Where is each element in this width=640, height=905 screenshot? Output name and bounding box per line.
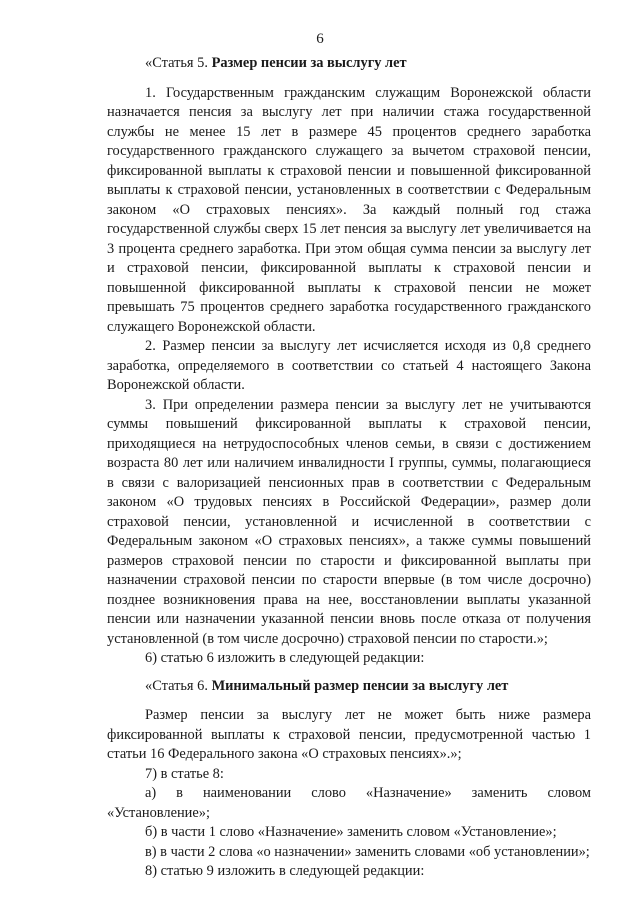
article-5-title: Размер пенсии за выслугу лет xyxy=(211,55,407,71)
article-6-title: Минимальный размер пенсии за выслугу лет xyxy=(211,677,509,694)
article-5-paragraph-2: 2. Размер пенсии за выслугу лет исчисляется исходя из 0,8 среднего заработка, определяемого в соответствии со статьей 4 настоящего Закона Воронежской области. xyxy=(107,338,591,393)
amendment-item-8: 8) статью 9 изложить в следующей редакции: xyxy=(145,863,425,879)
article-6-prefix: «Статья 6. xyxy=(145,677,208,694)
article-6-heading xyxy=(107,677,591,697)
article-5-prefix: «Статья 5. xyxy=(145,55,208,71)
amendment-item-7a: а) в наименовании слово «Назначение» заменить словом «Установление»; xyxy=(107,785,591,821)
amendment-item-6: 6) статью 6 изложить в следующей редакции: xyxy=(145,650,425,666)
document-body xyxy=(107,54,591,882)
amendment-item-7c: в) в части 2 слова «о назначении» заменить словами «об установлении»; xyxy=(145,843,590,860)
amendment-item-7b: б) в части 1 слово «Назначение» заменить словом «Установление»; xyxy=(145,824,557,840)
article-5-heading xyxy=(107,54,591,74)
article-5-paragraph-1: 1. Государственным гражданским служащим Воронежской области назначается пенсия за выслугу лет при наличии стажа государственной службы не менее 15 лет в размере 45 процентов среднего заработка государственного гражданского служащего за вычетом страховой пенсии, фиксированной выплаты к страховой пенсии и повышенной фиксированной выплаты к страховой пенсии, установленных в соответствии с Федеральным законом «О страховых пенсиях». За каждый полный год стажа государственной службы сверх 15 лет пенсия за выслугу лет увеличивается на 3 процента среднего заработка. При этом общая сумма пенсии за выслугу лет и страховой пенсии, фиксированной выплаты к страховой пенсии и повышенной фиксированной выплаты к страховой пенсии не может превышать 75 процентов среднего заработка государственного гражданского служащего Воронежской области. xyxy=(107,84,591,335)
page-number: 6 xyxy=(316,31,324,47)
article-6-paragraph-1: Размер пенсии за выслугу лет не может быть ниже размера фиксированной выплаты к страховой пенсии, предусмотренной частью 1 статьи 16 Федерального закона «О страховых пенсиях».»; xyxy=(107,707,591,762)
amendment-item-7: 7) в статье 8: xyxy=(145,765,224,782)
article-5-paragraph-3: 3. При определении размера пенсии за выслугу лет не учитываются суммы повышений фиксированной выплаты к страховой пенсии, приходящиеся на нетрудоспособных членов семьи, в связи с достижением возраста 80 лет или наличием инвалидности I группы, суммы, полагающиеся в связи с валоризацией пенсионных прав в соответствии с Федеральным законом «О трудовых пенсиях в Российской Федерации», размер доли страховой пенсии, установленной и исчисленной в соответствии с Федеральным законом «О страховых пенсиях», а также суммы повышений размеров страховой пенсии по старости и фиксированной выплаты при назначении страховой пенсии по старости впервые (в том числе досрочно) позднее возникновения права на нее, восстановлении выплаты указанной пенсии или назначении указанной пенсии вновь после отказа от получения установленной (в том числе досрочно) страховой пенсии по старости.»; xyxy=(107,396,591,647)
